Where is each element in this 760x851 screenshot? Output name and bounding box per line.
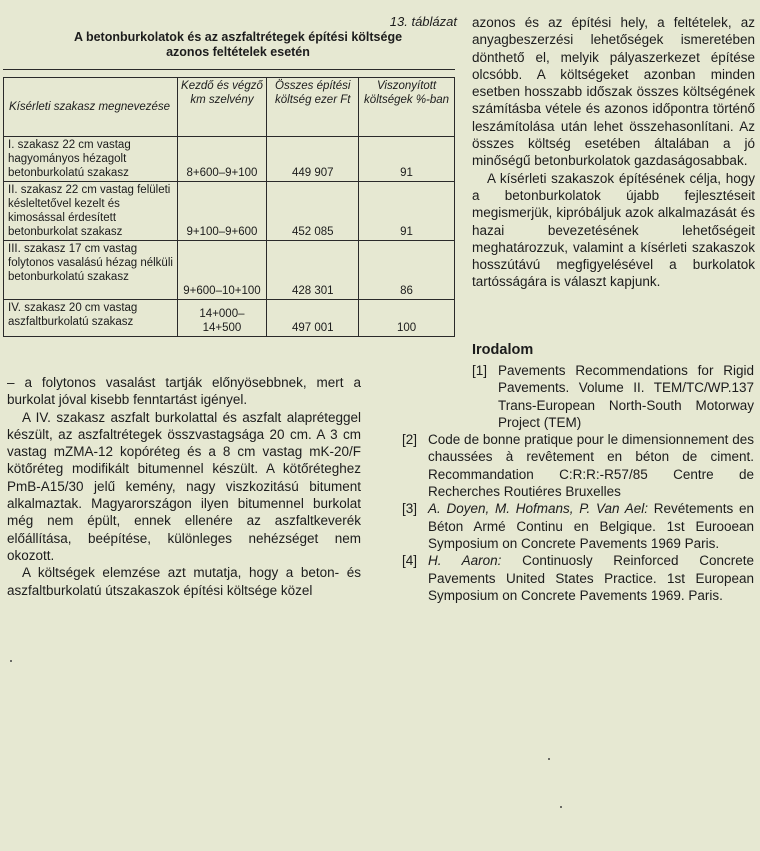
row-pct: 91	[359, 182, 455, 241]
row-section-name: III. szakasz 17 cm vastag folytonos vasalású hézag nélküli betonburkolatú szakasz	[4, 241, 178, 300]
reference-number: [4]	[402, 553, 418, 569]
scan-speck	[560, 806, 562, 808]
reference-text	[428, 500, 754, 552]
right-paragraph: azonos és az építési hely, a feltételek, az anyagbeszerzési lehetőségek ismeretében dönthető el, melyik pályaszerkezet építése olcsóbb. A költségeket azonban minden esetben hosszabb időszak összes költségének számításba vétele és azonos időpontra történő leszámítolása után lehet összehasonlítani. Az összes költség esetében általában a jó minőségű betonburkolatok gazdaságosabbak.	[472, 15, 755, 169]
cost-table	[3, 77, 455, 337]
row-km: 9+600–10+100	[177, 241, 267, 300]
right-paragraph: A kísérleti szakaszok építésének célja, hogy a betonburkolatok újabb fejlesztéseit megismerjük, kipróbáljuk azok alkalmazását és hazai bevezetésének lehetőségeit meghatározzuk, valamint a kísérleti szakaszok hosszútávú megfigyelésével a burkolatok tartósságára is választ kapjunk.	[472, 170, 755, 290]
reference-number: [1]	[472, 363, 488, 378]
table-title-line1: A betonburkolatok és az aszfaltrétegek építési költsége	[73, 30, 403, 44]
row-cost: 449 907	[267, 137, 359, 182]
table-row	[4, 182, 455, 241]
right-body-text	[472, 14, 755, 291]
table-header-row	[4, 78, 455, 137]
row-cost: 497 001	[267, 300, 359, 337]
left-paragraph: – a folytonos vasalást tartják előnyösebbnek, mert a burkolat jóval kisebb fenntartást igényel.	[7, 375, 361, 408]
reference-body: Code de bonne pratique pour le dimensionnement des chaussées à revêtement en béton de ciment. Recommandation C:R:R:-R57/85 Centre de Recherches Routiéres Bruxelles	[428, 432, 754, 500]
reference-number: [2]	[402, 432, 418, 448]
row-cost: 452 085	[267, 182, 359, 241]
reference-item	[402, 500, 754, 552]
scan-speck	[548, 758, 550, 760]
row-km: 14+000–14+500	[177, 300, 267, 337]
reference-body: Continuosly Reinforced Concrete Pavements United States Practice. 1st European Symposium on Concrete Pavements 1969. Paris.	[428, 553, 754, 603]
reference-authors: A. Doyen, M. Hofmans, P. Van Ael:	[428, 501, 648, 517]
reference-text	[498, 362, 754, 431]
row-pct: 100	[359, 300, 455, 337]
table-top-rule	[3, 69, 455, 70]
table-title-line2: azonos feltételek esetén	[166, 45, 310, 59]
row-section-name: I. szakasz 22 cm vastag hagyományos hézagolt betonburkolatú szakasz	[4, 137, 178, 182]
table-row	[4, 300, 455, 337]
table-row	[4, 137, 455, 182]
reference-text	[428, 552, 754, 604]
left-paragraph: A költségek elemzése azt mutatja, hogy a beton- és aszfaltburkolatú útszakaszok építési költsége közel	[7, 565, 361, 598]
reference-number: [3]	[402, 501, 418, 517]
reference-item	[402, 552, 754, 604]
scan-speck	[10, 660, 12, 662]
reference-item	[402, 431, 754, 500]
header-relative-cost: Viszonyított költségek %-ban	[359, 78, 455, 137]
left-body-text	[7, 374, 361, 599]
reference-authors: H. Aaron:	[428, 553, 502, 569]
row-pct: 91	[359, 137, 455, 182]
reference-body: Revétements en Béton Armé Continu en Belgique. 1st Eurooean Symposium on Concrete Pavements 1969 Paris.	[428, 501, 754, 551]
references-heading: Irodalom	[472, 342, 534, 358]
header-km: Kezdő és végző km szelvény	[177, 78, 267, 137]
reference-item	[472, 362, 754, 431]
row-km: 8+600–9+100	[177, 137, 267, 182]
row-pct: 86	[359, 241, 455, 300]
table-caption	[7, 14, 459, 60]
row-section-name: IV. szakasz 20 cm vastag aszfaltburkolatú szakasz	[4, 300, 178, 337]
row-cost: 428 301	[267, 241, 359, 300]
references-list	[402, 362, 754, 604]
header-section-name: Kísérleti szakasz megnevezése	[4, 78, 178, 137]
row-section-name: II. szakasz 22 cm vastag felületi késleltetővel kezelt és kimosással érdesített betonburkolat szakasz	[4, 182, 178, 241]
left-paragraph: A IV. szakasz aszfalt burkolattal és aszfalt alapréteggel készült, az aszfaltrétegek összvastagsága 20 cm. A 3 cm vastag mZMA-12 kopóréteg és a 8 cm vastag mK-20/F kötőréteg modifikált bitumennel készült. A kötőréteghez PmB-A15/30 jelű kemény, nagy viszkozitású bitument alkalmaztak. Magyarországon ilyen bitumennel burkolat még nem épült, ennek ellenére az aszfaltkeverék előállítása, beépítése, különleges nehézséget nem okozott.	[7, 409, 361, 563]
row-km: 9+100–9+600	[177, 182, 267, 241]
reference-body: Pavements Recommendations for Rigid Pavements. Volume II. TEM/TC/WP.137 Trans-European North-South Motorway Project (TEM)	[498, 363, 754, 430]
table-row	[4, 241, 455, 300]
table-number: 13. táblázat	[389, 14, 457, 29]
header-total-cost: Összes építési költség ezer Ft	[267, 78, 359, 137]
reference-text	[428, 431, 754, 500]
